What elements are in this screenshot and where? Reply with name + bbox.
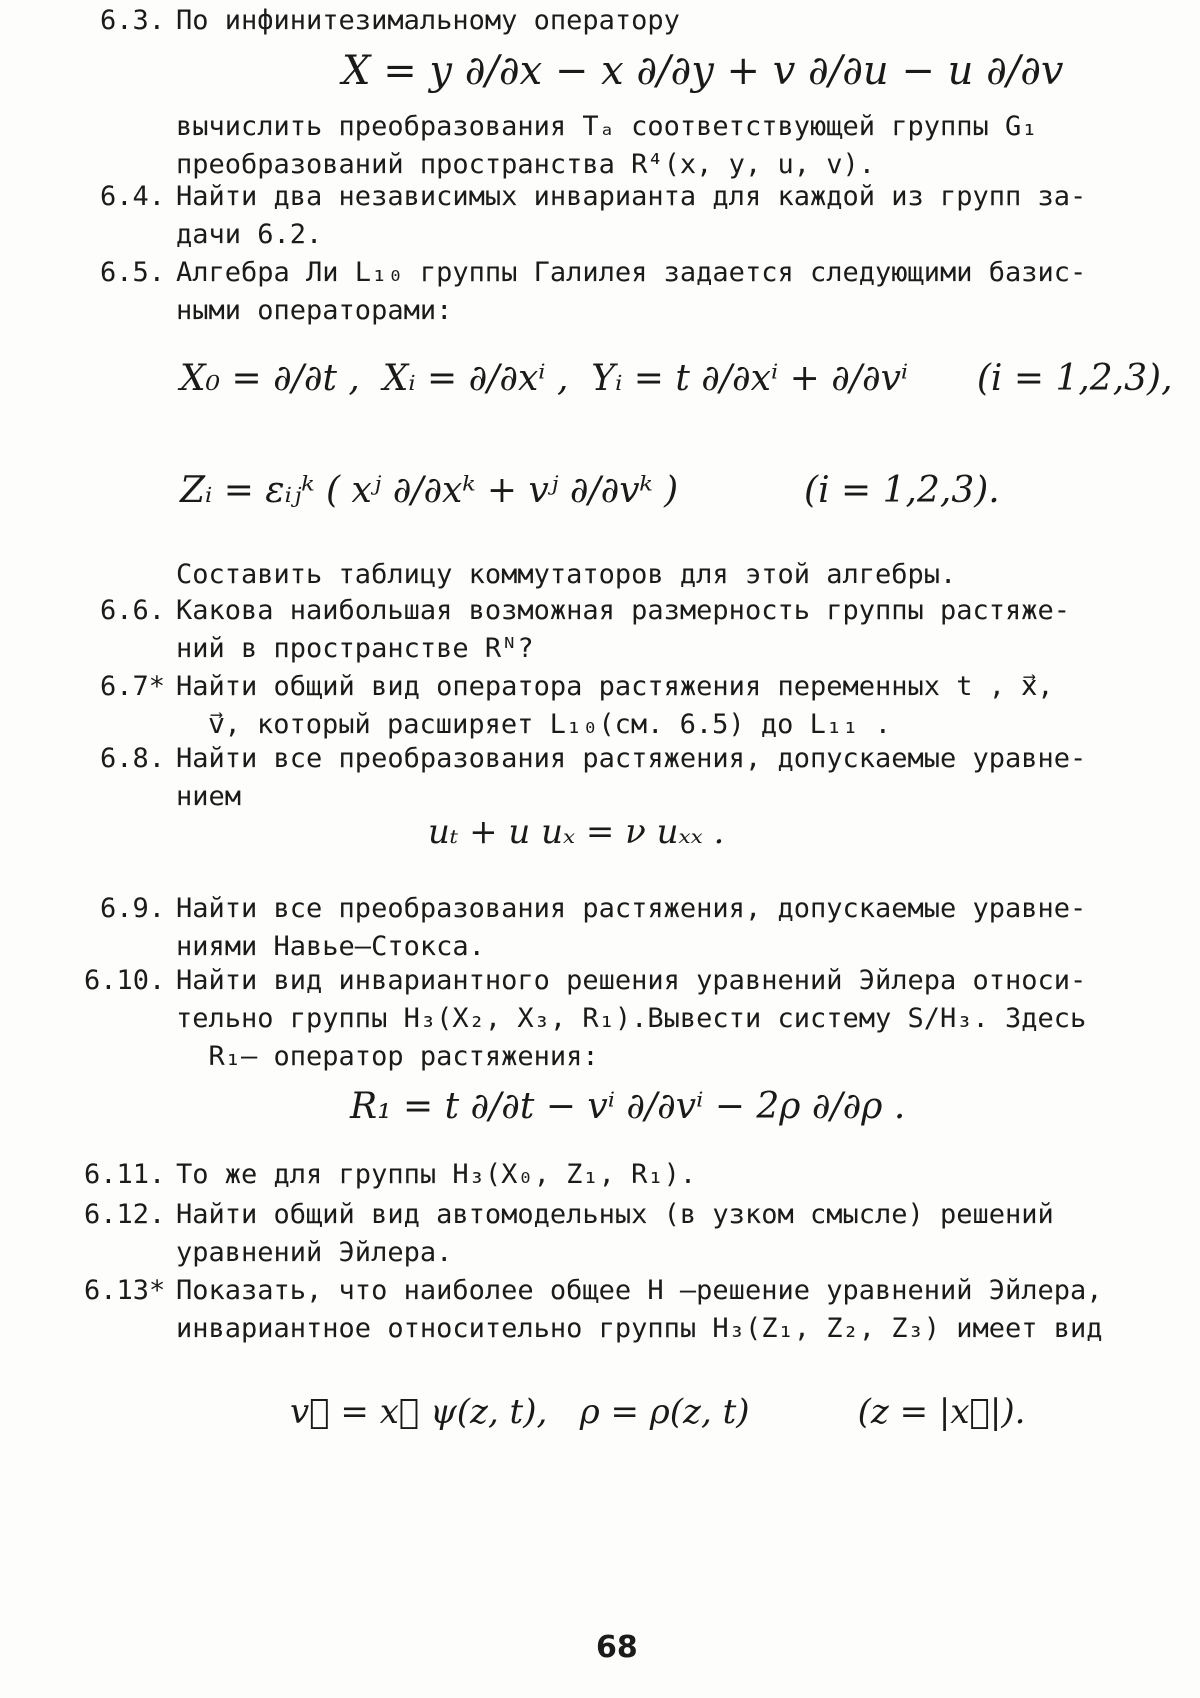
formula-euler-h-solution: v⃗ = x⃗ ψ(z, t), ρ = ρ(z, t) (z = |x⃗|). [290, 1392, 1026, 1432]
problem-number: 6.4. [100, 181, 166, 212]
problem-text-line: преобразований пространства R⁴(x, y, u, v). [176, 149, 875, 180]
problem-number: 6.8. [100, 743, 166, 774]
problem-number: 6.5. [100, 257, 166, 288]
problem-text-line: тельно группы H₃(X₂, X₃, R₁).Вывести систему S/H₃. Здесь [176, 1003, 1087, 1034]
problem-text-line: Найти общий вид автомодельных (в узком смысле) решений [176, 1199, 1054, 1230]
problem-text-line: инвариантное относительно группы H₃(Z₁, Z₂, Z₃) имеет вид [176, 1313, 1103, 1344]
problem-number: 6.13* [84, 1275, 166, 1306]
problem-text-line: Найти все преобразования растяжения, допускаемые уравне- [176, 743, 1087, 774]
problem-text-line: Найти общий вид оператора растяжения переменных t , x⃗, [176, 671, 1054, 702]
problem-text-line: По инфинитезимальному оператору [176, 5, 680, 36]
problem-text-line: Найти вид инвариантного решения уравнений Эйлера относи- [176, 965, 1087, 996]
problem-text-line: Найти все преобразования растяжения, допускаемые уравне- [176, 893, 1087, 924]
problem-text-line: нием [176, 781, 242, 812]
problem-text-line: уравнений Эйлера. [176, 1237, 453, 1268]
problem-number: 6.12. [84, 1199, 166, 1230]
problem-text-line: Показать, что наиболее общее H –решение уравнений Эйлера, [176, 1275, 1103, 1306]
problem-text-line: дачи 6.2. [176, 219, 323, 250]
problem-text-line: ний в пространстве Rᴺ? [176, 633, 534, 664]
problem-text-line: Найти два независимых инварианта для каждой из групп за- [176, 181, 1087, 212]
problem-text-line: ными операторами: [176, 295, 453, 326]
formula-dilation-operator: R₁ = t ∂/∂t − vⁱ ∂/∂vⁱ − 2ρ ∂/∂ρ . [350, 1086, 906, 1127]
problem-text-line: ниями Навье–Стокса. [176, 931, 485, 962]
problem-number: 6.3. [100, 5, 166, 36]
problem-text-line: R₁– оператор растяжения: [176, 1041, 599, 1072]
formula-burgers-equation: uₜ + u uₓ = ν uₓₓ . [428, 812, 725, 852]
page-number: 68 [596, 1630, 638, 1665]
formula-operator-x: X = y ∂/∂x − x ∂/∂y + v ∂/∂u − u ∂/∂v [342, 48, 1064, 94]
problem-text-line: Составить таблицу коммутаторов для этой алгебры. [176, 559, 957, 590]
problem-text-line: То же для группы H₃(X₀, Z₁, R₁). [176, 1159, 697, 1190]
problem-text-line: v⃗, который расширяет L₁₀(см. 6.5) до L₁₁ . [176, 709, 891, 740]
problem-text-line: Алгебра Ли L₁₀ группы Галилея задается следующими базис- [176, 257, 1087, 288]
formula-galilei-basis-1: X₀ = ∂/∂t , Xᵢ = ∂/∂xⁱ , Yᵢ = t ∂/∂xⁱ + ∂/∂vⁱ (i = 1,2,3), [180, 358, 1173, 399]
problem-number: 6.6. [100, 595, 166, 626]
problem-number: 6.11. [84, 1159, 166, 1190]
formula-galilei-basis-2: Zᵢ = εᵢⱼᵏ ( xʲ ∂/∂xᵏ + vʲ ∂/∂vᵏ ) (i = 1,2,3). [180, 470, 1000, 511]
problem-number: 6.9. [100, 893, 166, 924]
problem-text-line: вычислить преобразования Tₐ соответствующей группы G₁ [176, 111, 1038, 142]
problem-text-line: Какова наибольшая возможная размерность группы растяже- [176, 595, 1071, 626]
problem-number: 6.7* [100, 671, 166, 702]
problem-number: 6.10. [84, 965, 166, 996]
